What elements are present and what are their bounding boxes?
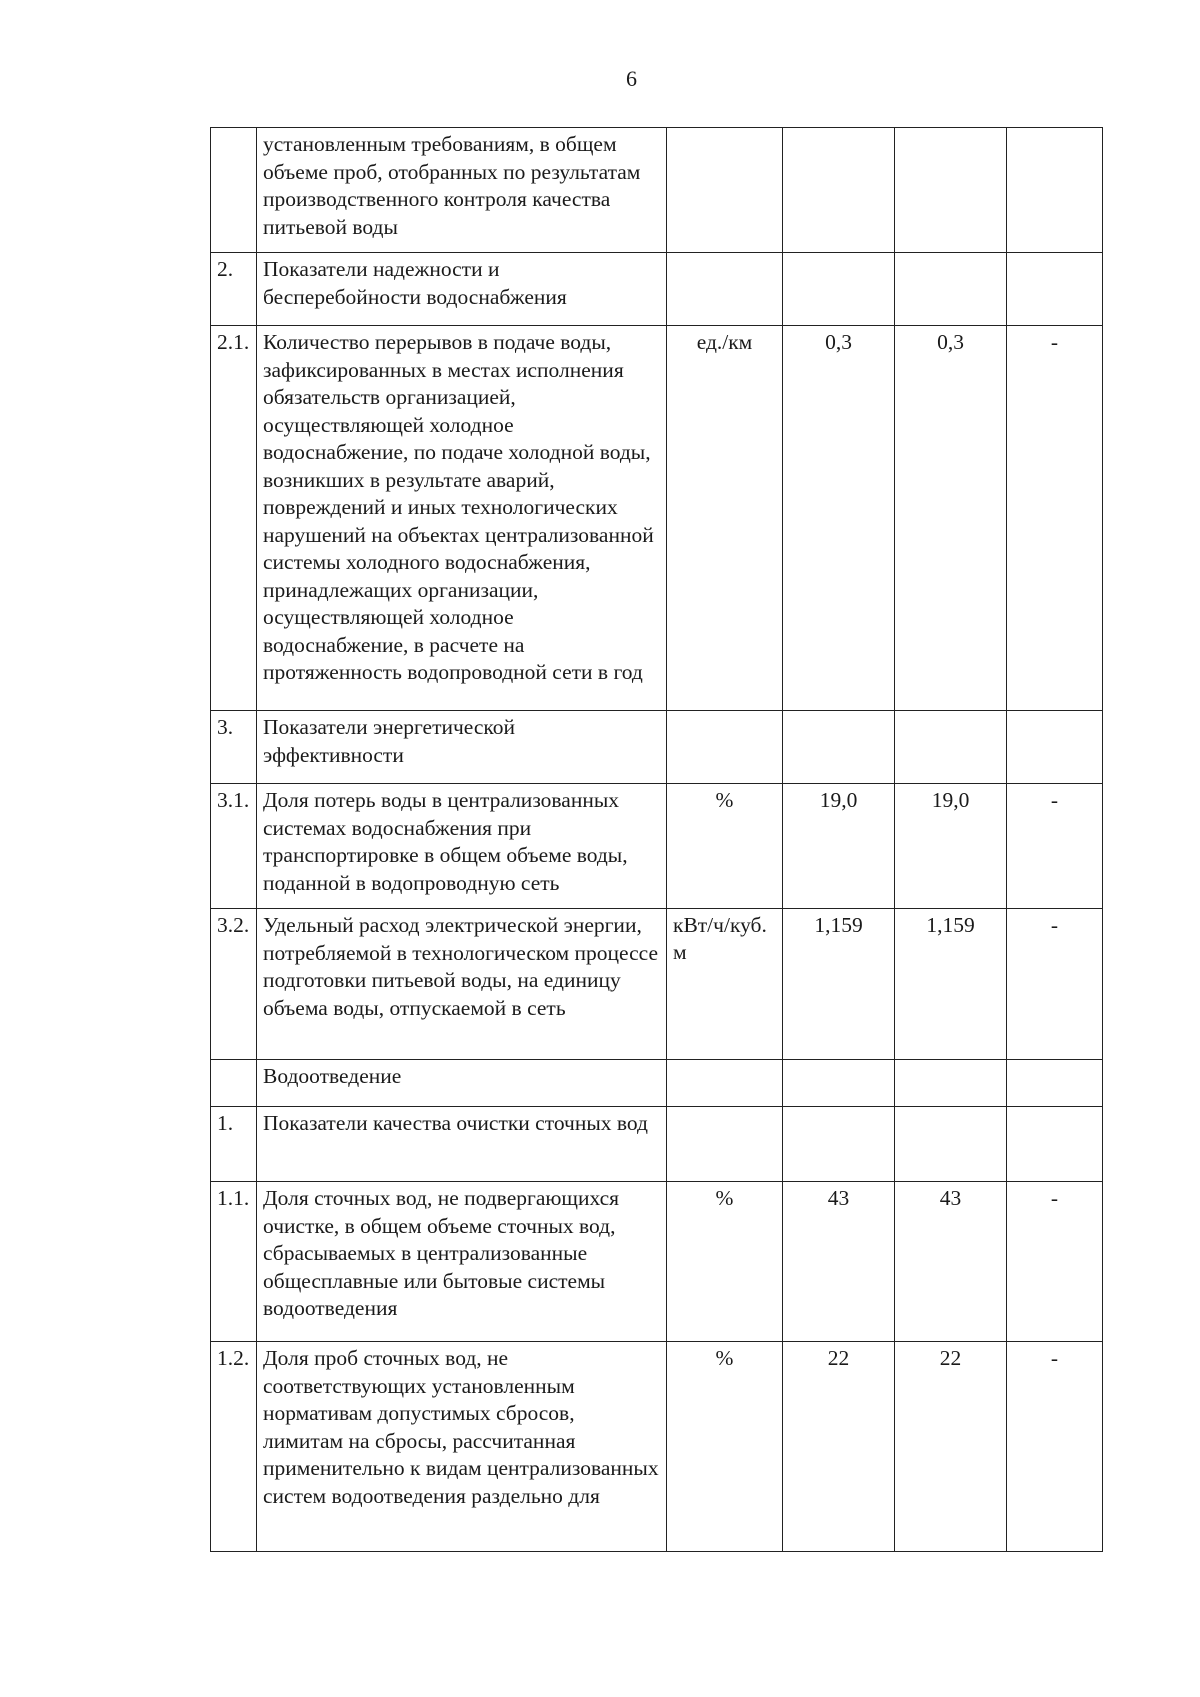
row-unit: [667, 128, 783, 253]
row-value-3: -: [1007, 909, 1103, 1060]
row-value-2: 22: [895, 1342, 1007, 1552]
row-number: [211, 128, 257, 253]
table-row: [211, 1107, 1103, 1182]
row-description: Количество перерывов в подаче воды, зафиксированных в местах исполнения обязательств организацией, осуществляющей холодное водоснабжение, по подаче холодной воды, возникших в результате аварий, повреждений и иных технологических нарушений на объектах централизованной системы холодного водоснабжения, принадлежащих организации, осуществляющей холодное водоснабжение, в расчете на протяженность водопроводной сети в год: [257, 326, 667, 711]
row-value-2: [895, 1060, 1007, 1107]
row-value-1: [783, 1060, 895, 1107]
table-row: [211, 128, 1103, 253]
row-unit: кВт/ч/куб. м: [667, 909, 783, 1060]
row-description: Доля потерь воды в централизованных системах водоснабжения при транспортировке в общем объеме воды, поданной в водопроводную сеть: [257, 784, 667, 909]
row-value-1: [783, 1107, 895, 1182]
section-heading: Водоотведение: [257, 1060, 667, 1107]
row-description: Доля проб сточных вод, не соответствующих установленным нормативам допустимых сбросов, лимитам на сбросы, рассчитанная применительно к видам централизованных систем водоотведения раздельно для: [257, 1342, 667, 1552]
row-value-3: -: [1007, 1342, 1103, 1552]
row-unit: [667, 253, 783, 326]
row-value-3: [1007, 253, 1103, 326]
row-value-3: [1007, 711, 1103, 784]
row-number: 3.1.: [211, 784, 257, 909]
row-number: 1.1.: [211, 1182, 257, 1342]
row-value-3: -: [1007, 326, 1103, 711]
row-unit: %: [667, 1342, 783, 1552]
row-description: Удельный расход электрической энергии, потребляемой в технологическом процессе подготовки питьевой воды, на единицу объема воды, отпускаемой в сеть: [257, 909, 667, 1060]
row-number: 1.: [211, 1107, 257, 1182]
row-value-3: [1007, 1107, 1103, 1182]
row-value-3: -: [1007, 784, 1103, 909]
row-value-1: [783, 711, 895, 784]
row-number: 3.2.: [211, 909, 257, 1060]
table-row: [211, 1060, 1103, 1107]
row-value-1: 0,3: [783, 326, 895, 711]
row-description: Показатели качества очистки сточных вод: [257, 1107, 667, 1182]
row-unit: ед./км: [667, 326, 783, 711]
row-description: Показатели надежности и бесперебойности водоснабжения: [257, 253, 667, 326]
row-number: 1.2.: [211, 1342, 257, 1552]
row-value-3: [1007, 1060, 1103, 1107]
table-row: [211, 784, 1103, 909]
row-number: 3.: [211, 711, 257, 784]
row-value-1: 19,0: [783, 784, 895, 909]
row-value-2: [895, 1107, 1007, 1182]
row-description: Показатели энергетической эффективности: [257, 711, 667, 784]
row-number: 2.: [211, 253, 257, 326]
row-description: установленным требованиям, в общем объеме проб, отобранных по результатам производственного контроля качества питьевой воды: [257, 128, 667, 253]
table-row: [211, 1182, 1103, 1342]
table-row: [211, 1342, 1103, 1552]
row-number: 2.1.: [211, 326, 257, 711]
row-value-3: -: [1007, 1182, 1103, 1342]
row-description: Доля сточных вод, не подвергающихся очистке, в общем объеме сточных вод, сбрасываемых в централизованные общесплавные или бытовые системы водоотведения: [257, 1182, 667, 1342]
table-row: [211, 326, 1103, 711]
row-value-3: [1007, 128, 1103, 253]
row-value-2: [895, 128, 1007, 253]
row-value-2: [895, 253, 1007, 326]
row-value-2: [895, 711, 1007, 784]
table-row: [211, 253, 1103, 326]
row-value-2: 19,0: [895, 784, 1007, 909]
table-row: [211, 711, 1103, 784]
row-value-1: 43: [783, 1182, 895, 1342]
row-unit: [667, 1107, 783, 1182]
row-value-1: [783, 128, 895, 253]
row-unit: %: [667, 784, 783, 909]
page-number: 6: [626, 66, 637, 91]
row-value-2: 1,159: [895, 909, 1007, 1060]
row-number: [211, 1060, 257, 1107]
indicators-table: [210, 127, 1103, 1552]
row-unit: %: [667, 1182, 783, 1342]
row-value-1: 22: [783, 1342, 895, 1552]
row-value-2: 0,3: [895, 326, 1007, 711]
row-value-1: [783, 253, 895, 326]
row-unit: [667, 711, 783, 784]
row-unit: [667, 1060, 783, 1107]
table-row: [211, 909, 1103, 1060]
row-value-2: 43: [895, 1182, 1007, 1342]
row-value-1: 1,159: [783, 909, 895, 1060]
